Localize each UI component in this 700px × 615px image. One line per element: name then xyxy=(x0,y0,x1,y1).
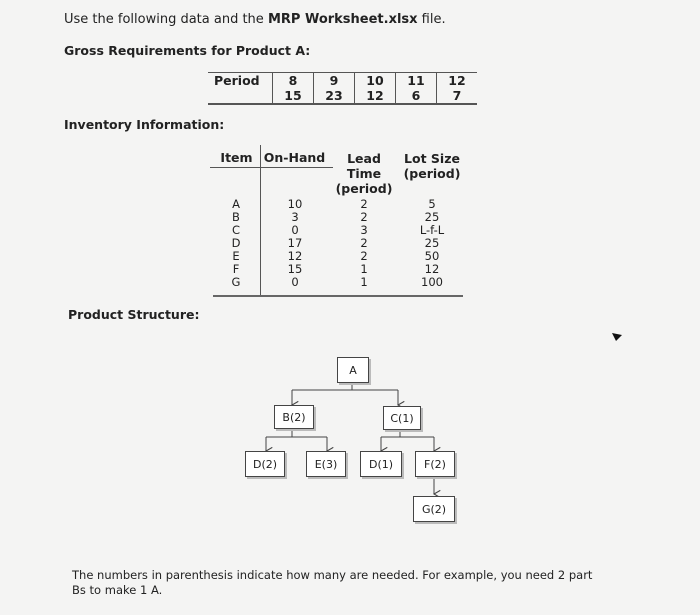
table-row: G 0 1 100 xyxy=(231,275,443,289)
node-c: C(1) xyxy=(383,406,421,430)
header-lead-time-line: (period) xyxy=(335,181,393,196)
cursor-icon xyxy=(612,333,622,341)
period-cell: 12 xyxy=(437,73,478,89)
node-d1: D(1) xyxy=(360,451,402,477)
period-cell: 11 xyxy=(396,73,437,89)
footnote xyxy=(72,568,592,598)
table-row: B 3 2 25 xyxy=(232,210,440,224)
product-structure-title: Product Structure: xyxy=(68,307,200,322)
table-row: D 17 2 25 xyxy=(231,236,440,250)
period-label: Period xyxy=(208,73,273,89)
table-row: A 10 2 5 xyxy=(232,197,436,211)
worksheet-filename: MRP Worksheet.xlsx xyxy=(267,12,418,27)
period-cell: 10 xyxy=(355,73,396,89)
header-on-hand: On-Hand xyxy=(263,150,326,165)
node-a: A xyxy=(337,357,369,383)
quantity-cell: 7 xyxy=(437,88,478,104)
period-cell: 9 xyxy=(314,73,355,89)
header-lot-size-line: Lot Size xyxy=(404,151,460,166)
connector-a xyxy=(292,382,398,390)
footnote-line: The numbers in parenthesis indicate how many are needed. For example, you need 2 part xyxy=(72,568,593,582)
node-f: F(2) xyxy=(415,451,455,477)
header-item: Item xyxy=(220,150,253,165)
table-row: E 12 2 50 xyxy=(232,249,440,263)
header-lot-size-line: (period) xyxy=(403,166,461,181)
node-b: B(2) xyxy=(274,405,314,429)
quantity-cell: 23 xyxy=(314,88,355,104)
footnote-line: Bs to make 1 A. xyxy=(72,583,163,597)
period-cell: 8 xyxy=(273,73,314,89)
quantity-cell: 12 xyxy=(355,88,396,104)
header-lead-time-line: Lead xyxy=(347,151,381,166)
node-d2: D(2) xyxy=(245,451,285,477)
node-e: E(3) xyxy=(306,451,346,477)
table-row: F 15 1 12 xyxy=(232,262,440,276)
quantity-cell: 6 xyxy=(396,88,437,104)
intro-prefix: Use the following data and the xyxy=(64,12,268,27)
inventory-title: Inventory Information: xyxy=(64,117,225,132)
header-lead-time-line: Time xyxy=(346,166,382,181)
table-row: C 0 3 L-f-L xyxy=(231,223,445,237)
gross-requirements-title: Gross Requirements for Product A: xyxy=(64,43,311,58)
node-g: G(2) xyxy=(413,496,455,522)
quantity-cell: 15 xyxy=(273,88,314,104)
connector-b xyxy=(266,428,327,437)
intro-suffix: file. xyxy=(417,12,446,27)
